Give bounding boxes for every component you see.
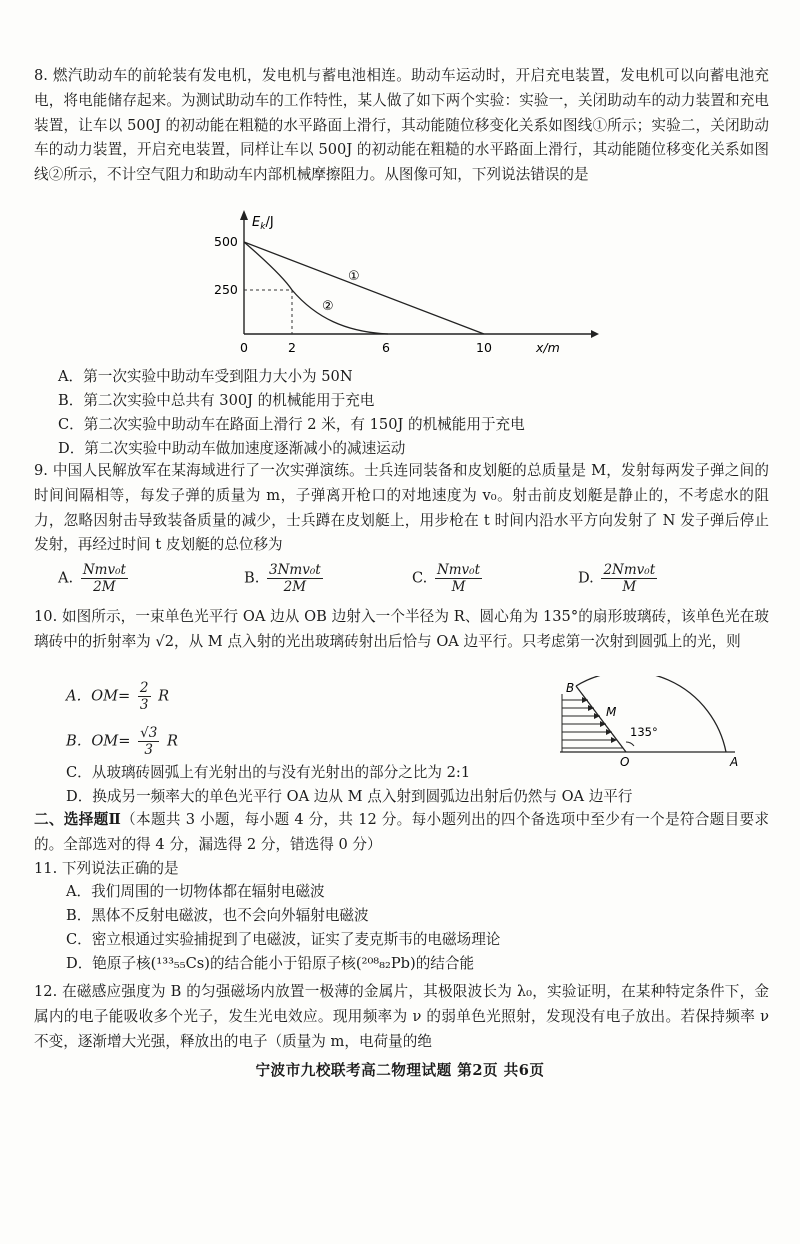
q8-stem	[34, 64, 769, 188]
x-axis-arrow	[591, 330, 599, 338]
label-a: A	[730, 755, 739, 768]
label-m: M	[606, 705, 617, 719]
q10-option-b: B．OM= $\frac{√3}{3}$ R	[66, 725, 178, 758]
curve-1	[244, 242, 484, 334]
section2-title: 二、选择题Ⅱ	[34, 811, 122, 828]
x-axis-label: x/m	[536, 340, 560, 355]
q8-text: 燃汽助动车的前轮装有发电机，发电机与蓄电池相连。助动车运动时，开启充电装置，发电机可以向蓄电池充电，将电能储存起来。为测试助动车的工作特性，某人做了如下两个实验：实验一，关闭助动车的动力装置和充电装置，让车以 500J 的初动能在粗糙的水平路面上滑行，其动能随位移变化关系如图线①所示；实验二，关闭助动车的动力装置，开启充电装置，同样让车以 500J 的初动能在粗糙的水平路面上滑行，其动能随位移变化关系如图线②所示，不计空气阻力和助动车内部机械摩擦阻力。从图像可知，下列说法错误的是	[34, 67, 770, 184]
angle-arc	[626, 742, 634, 746]
q8-option-d: D．第二次实验中助动车做加速度逐渐减小的减速运动	[58, 440, 406, 457]
q12-text: 在磁感应强度为 B 的匀强磁场内放置一极薄的金属片，其极限波长为 λ₀，实验证明，在某种特定条件下，金属内的电子能吸收多个光子，发生光电效应。现用频率为 ν 的弱单色光照射，发现没有电子放出。若保持频率 ν 不变，逐渐增大光强，释放出的电子（质量为 m，电荷量的绝	[34, 983, 769, 1050]
q9-stem	[34, 459, 769, 558]
q10-text: 如图所示，一束单色光平行 OA 边从 OB 边射入一个半径为 R、圆心角为 135°的扇形玻璃砖，该单色光在玻璃砖中的折射率为 √2，从 M 点入射的光出玻璃砖射出后恰与 OA 边平行。只考虑第一次射到圆弧上的光，则	[34, 608, 770, 650]
curve-1-label: ①	[348, 269, 360, 284]
q11-text: 下列说法正确的是	[61, 860, 179, 877]
label-o: O	[620, 755, 630, 768]
q9-option-a: A. $\frac{\text{Nmv₀t}}{2M}$	[58, 562, 126, 595]
q10-option-d: D．换成另一频率大的单色光平行 OA 边从 M 点入射到圆弧边出射后仍然与 OA 边平行	[66, 788, 633, 805]
q10-option-a: A．OM= $\frac{2}{3}$ R	[66, 680, 170, 713]
section2-header	[34, 808, 769, 858]
q10-stem	[34, 605, 769, 655]
light-rays	[562, 694, 623, 752]
q12-number: 12.	[34, 983, 58, 1000]
x-tick-0: 0	[240, 340, 248, 355]
q9-number: 9.	[34, 462, 48, 479]
q10-figure	[560, 676, 770, 768]
q9-option-d: D. $\frac{\text{2Nmv₀t}}{M}$	[578, 562, 656, 595]
label-b: B	[566, 681, 575, 695]
ray-arrowheads	[582, 697, 617, 743]
y-tick-250: 250	[214, 282, 238, 297]
x-tick-6: 6	[382, 340, 390, 355]
edge-ob	[576, 686, 626, 752]
q8-option-c: C．第二次实验中助动车在路面上滑行 2 米，有 150J 的机械能用于充电	[58, 416, 525, 433]
x-tick-2: 2	[288, 340, 296, 355]
curve-2	[244, 242, 388, 334]
q8-option-b: B．第二次实验中总共有 300J 的机械能用于充电	[58, 392, 375, 409]
q10-option-c: C．从玻璃砖圆弧上有光射出的与没有光射出的部分之比为 2:1	[66, 764, 471, 781]
q8-option-a: A．第一次实验中助动车受到阻力大小为 50N	[58, 368, 353, 385]
y-axis-label: $E_k/J$	[252, 215, 274, 232]
label-angle: 135°	[630, 725, 658, 739]
q9-option-b: B. $\frac{\text{3Nmv₀t}}{2M}$	[244, 562, 321, 595]
q11-stem	[34, 857, 769, 882]
page-footer: 宁波市九校联考高二物理试题 第2页 共6页	[255, 1062, 545, 1079]
q11-option-b: B．黑体不反射电磁波，也不会向外辐射电磁波	[66, 907, 369, 924]
q9-option-c: C. $\frac{\text{Nmv₀t}}{M}$	[412, 562, 481, 595]
sector-arc	[576, 676, 726, 752]
y-axis-arrow	[240, 210, 248, 220]
q11-option-d: D．铯原子核(¹³³₅₅Cs)的结合能小于铅原子核(²⁰⁸₈₂Pb)的结合能	[66, 955, 475, 972]
curve-2-label: ②	[322, 299, 334, 314]
section2-desc: （本题共 3 小题，每小题 4 分，共 12 分。每小题列出的四个备选项中至少有一个是符合题目要求的。全部选对的得 4 分，漏选得 2 分，错选得 0 分）	[34, 811, 769, 853]
y-tick-500: 500	[214, 234, 238, 249]
q8-graph	[206, 206, 606, 366]
q10-number: 10.	[34, 608, 58, 625]
q9-text: 中国人民解放军在某海域进行了一次实弹演练。士兵连同装备和皮划艇的总质量是 M，发射每两发子弹之间的时间间隔相等，每发子弹的质量为 m，子弹离开枪口的对地速度为 v₀。射击前皮划艇是静止的，不考虑水的阻力，忽略因射击导致装备质量的减少，士兵蹲在皮划艇上，用步枪在 t 时间内沿水平方向发射了 N 发子弹后停止发射，再经过时间 t 皮划艇的总位移为	[34, 462, 770, 554]
q12-stem	[34, 980, 769, 1054]
q11-option-c: C．密立根通过实验捕捉到了电磁波，证实了麦克斯韦的电磁场理论	[66, 931, 501, 948]
q11-option-a: A．我们周围的一切物体都在辐射电磁波	[66, 883, 325, 900]
x-tick-10: 10	[476, 340, 492, 355]
q8-number: 8.	[34, 67, 48, 84]
q11-number: 11.	[34, 860, 58, 877]
